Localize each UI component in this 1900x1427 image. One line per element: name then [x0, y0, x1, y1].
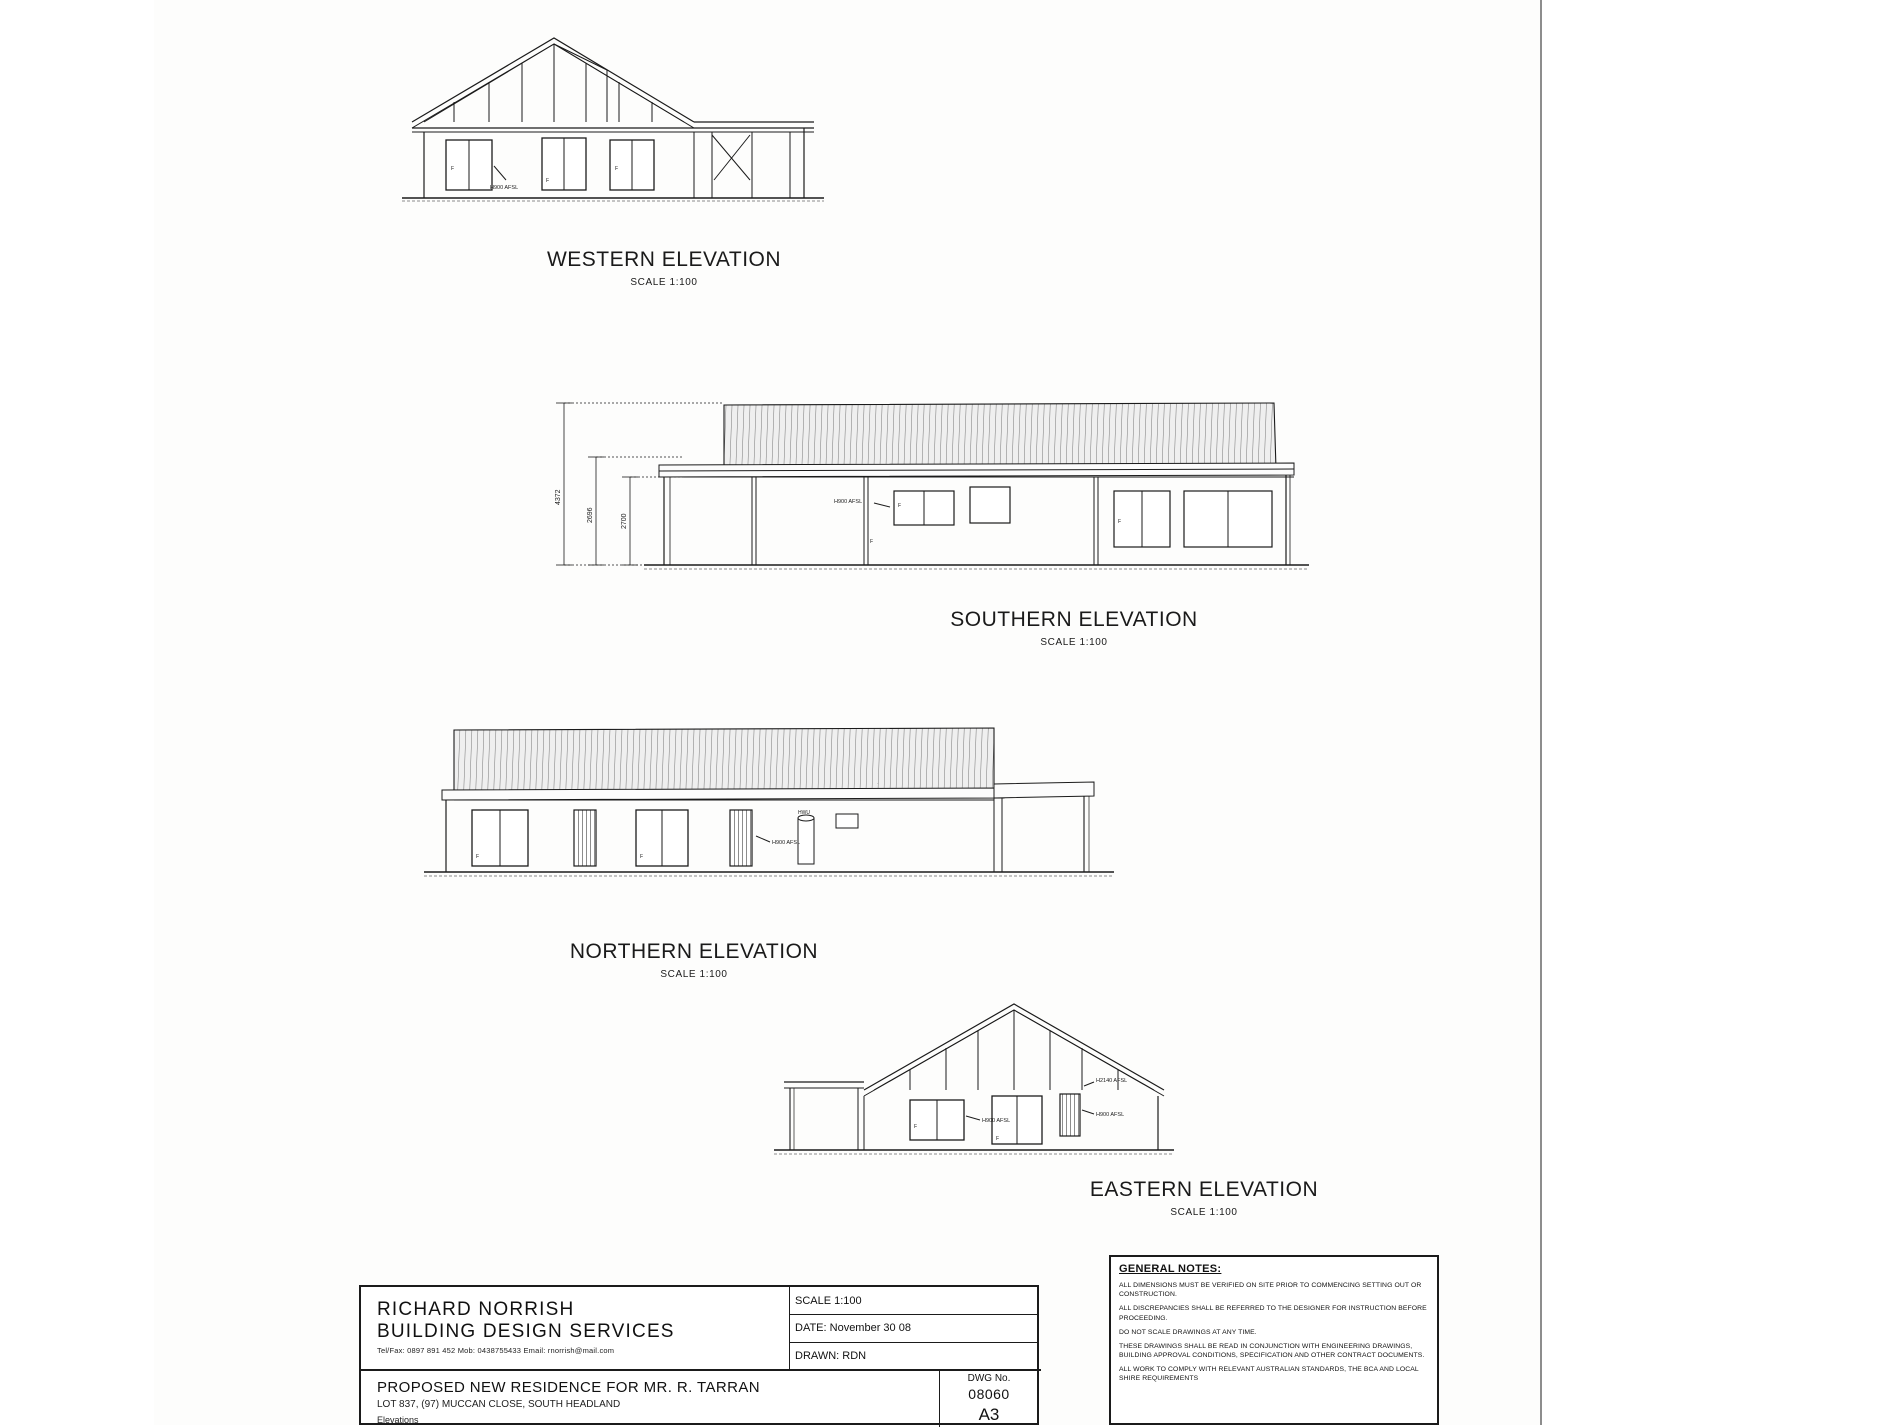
- svg-text:F: F: [898, 503, 902, 509]
- svg-text:H900 AFSL: H900 AFSL: [834, 499, 863, 505]
- svg-text:F: F: [476, 854, 480, 860]
- svg-text:F: F: [870, 539, 874, 545]
- firm-name-line1: RICHARD NORRISH: [377, 1299, 575, 1320]
- drawn-value: DRAWN: RDN: [795, 1349, 867, 1362]
- project-address: LOT 837, (97) MUCCAN CLOSE, SOUTH HEADLAND: [377, 1399, 621, 1410]
- general-notes-heading: GENERAL NOTES:: [1119, 1263, 1222, 1275]
- svg-text:HWU: HWU: [798, 810, 810, 816]
- svg-text:H900 AFSL: H900 AFSL: [772, 840, 801, 846]
- svg-text:F: F: [451, 166, 455, 172]
- svg-text:F: F: [615, 166, 619, 172]
- western-elevation-caption: [484, 248, 844, 288]
- northern-elevation-caption: [514, 940, 874, 980]
- scale-cell: [789, 1287, 1039, 1314]
- eastern-elevation-title: EASTERN ELEVATION: [1089, 1178, 1319, 1201]
- firm-name-line2: BUILDING DESIGN SERVICES: [377, 1320, 675, 1342]
- svg-text:F: F: [640, 854, 644, 860]
- svg-text:F: F: [546, 178, 550, 184]
- eastern-elevation-drawing: [754, 990, 1314, 1170]
- southern-elevation-drawing: [534, 395, 1354, 590]
- firm-contact: Tel/Fax: 0897 891 452 Mob: 0438755433 Email: rnorrish@mail.com: [377, 1345, 615, 1355]
- northern-elevation-title: NORTHERN ELEVATION: [569, 940, 819, 963]
- drawn-cell: [789, 1342, 1039, 1369]
- general-note-item: ALL WORK TO COMPLY WITH RELEVANT AUSTRALIAN STANDARDS, THE BCA AND LOCAL SHIRE REQUIREMENTS: [1119, 1366, 1419, 1383]
- general-note-item: ALL DISCREPANCIES SHALL BE REFERRED TO THE DESIGNER FOR INSTRUCTION BEFORE PROCEEDING.: [1119, 1305, 1427, 1322]
- eastern-elevation-linework: [754, 990, 1314, 1170]
- general-note-item: DO NOT SCALE DRAWINGS AT ANY TIME.: [1119, 1328, 1257, 1336]
- svg-text:4372: 4372: [555, 489, 562, 505]
- dwg-no-value: 08060: [968, 1386, 1010, 1402]
- southern-elevation-title: SOUTHERN ELEVATION: [950, 608, 1198, 631]
- svg-text:2700: 2700: [621, 513, 628, 529]
- svg-text:H2140 AFSL: H2140 AFSL: [1096, 1078, 1128, 1084]
- title-block: [359, 1285, 1039, 1425]
- northern-elevation-linework: [394, 718, 1214, 908]
- project-block: [377, 1379, 927, 1425]
- southern-elevation-linework: [534, 395, 1354, 590]
- sheet-size-value: A3: [978, 1405, 1000, 1424]
- date-cell: [789, 1314, 1039, 1342]
- general-notes-box: [1109, 1255, 1439, 1425]
- scale-value: SCALE 1:100: [795, 1294, 862, 1307]
- western-elevation-scale: SCALE 1:100: [630, 277, 698, 288]
- general-note-item: ALL DIMENSIONS MUST BE VERIFIED ON SITE PRIOR TO COMMENCING SETTING OUT OR CONSTRUCTION.: [1119, 1282, 1422, 1299]
- firm-block: [377, 1299, 777, 1355]
- southern-elevation-caption: [894, 608, 1254, 648]
- svg-text:F: F: [914, 1124, 918, 1130]
- western-elevation-linework: [394, 30, 934, 210]
- svg-text:2696: 2696: [587, 507, 594, 523]
- svg-text:H900 AFSL: H900 AFSL: [982, 1118, 1011, 1124]
- southern-elevation-scale: SCALE 1:100: [1040, 637, 1108, 648]
- sheet-name: Elevations: [377, 1415, 419, 1425]
- general-note-item: THESE DRAWINGS SHALL BE READ IN CONJUNCTION WITH ENGINEERING DRAWINGS, BUILDING APPROVAL CONDITIONS, SPECIFICATION AND OTHER CONTRACT DOCUMENTS.: [1119, 1342, 1425, 1360]
- svg-text:H900 AFSL: H900 AFSL: [490, 185, 519, 191]
- western-elevation-title: WESTERN ELEVATION: [546, 248, 782, 271]
- eastern-elevation-scale: SCALE 1:100: [1170, 1207, 1238, 1218]
- svg-text:F: F: [1118, 519, 1122, 525]
- general-notes-list: [1119, 1281, 1429, 1384]
- project-title: PROPOSED NEW RESIDENCE FOR MR. R. TARRAN: [377, 1379, 760, 1396]
- svg-text:F: F: [996, 1136, 1000, 1142]
- date-value: DATE: November 30 08: [795, 1322, 911, 1334]
- western-elevation-drawing: [394, 30, 934, 205]
- eastern-elevation-caption: [1024, 1178, 1384, 1218]
- dwg-no-block: [939, 1373, 1039, 1425]
- northern-elevation-drawing: [394, 718, 1214, 908]
- dwg-no-label: DWG No.: [967, 1373, 1011, 1384]
- sheet-page: [152, 0, 1542, 1425]
- svg-text:H900 AFSL: H900 AFSL: [1096, 1112, 1125, 1118]
- northern-elevation-scale: SCALE 1:100: [660, 969, 728, 980]
